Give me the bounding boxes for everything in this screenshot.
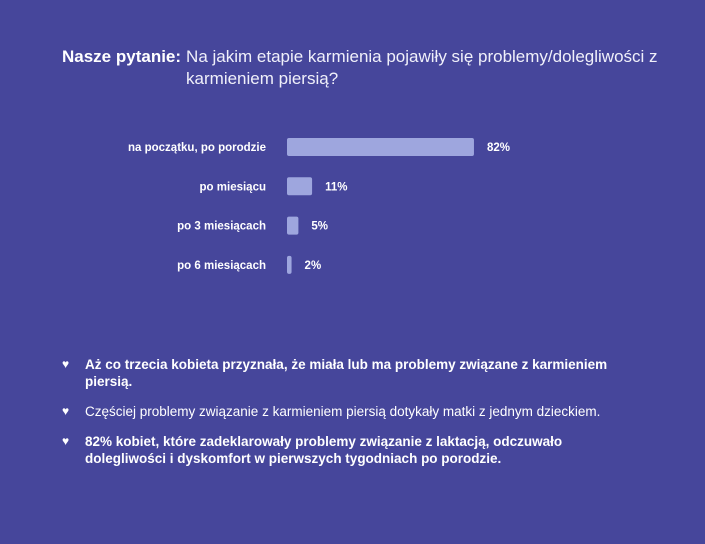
bullet-list	[62, 356, 622, 480]
heart-icon: ♥	[62, 404, 70, 418]
bar	[287, 256, 292, 274]
bullet-item	[62, 433, 622, 467]
bullet-text: Częściej problemy związanie z karmieniem piersią dotykały matki z jednym dzieckiem.	[85, 404, 601, 419]
bullet-item	[62, 403, 622, 420]
bullet-text: Aż co trzecia kobieta przyznała, że miała lub ma problemy związane z karmieniem piersią.	[85, 357, 608, 389]
bar	[287, 217, 298, 235]
category-label: na początku, po porodzie	[127, 142, 266, 154]
category-label: po miesiącu	[199, 181, 266, 194]
question-text: Na jakim etapie karmienia pojawiły się problemy/dolegliwości z karmieniem piersią?	[186, 47, 658, 88]
bullet-item	[62, 356, 622, 390]
value-label: 11%	[325, 181, 348, 194]
value-label: 82%	[486, 142, 510, 154]
heart-icon: ♥	[62, 434, 70, 448]
bar	[287, 177, 312, 195]
value-label: 2%	[304, 259, 322, 272]
bullet-text: 82% kobiet, które zadeklarowały problemy związanie z laktacją, odczuwało dolegliwości i dyskomfort w pierwszych tygodniach po porodzie.	[85, 434, 563, 466]
question-label: Nasze pytanie:	[62, 47, 182, 66]
category-label: po 3 miesiącach	[177, 220, 266, 233]
heart-icon: ♥	[62, 357, 70, 371]
value-label: 5%	[311, 220, 329, 233]
category-label: po 6 miesiącach	[177, 259, 266, 272]
bar	[287, 138, 474, 156]
